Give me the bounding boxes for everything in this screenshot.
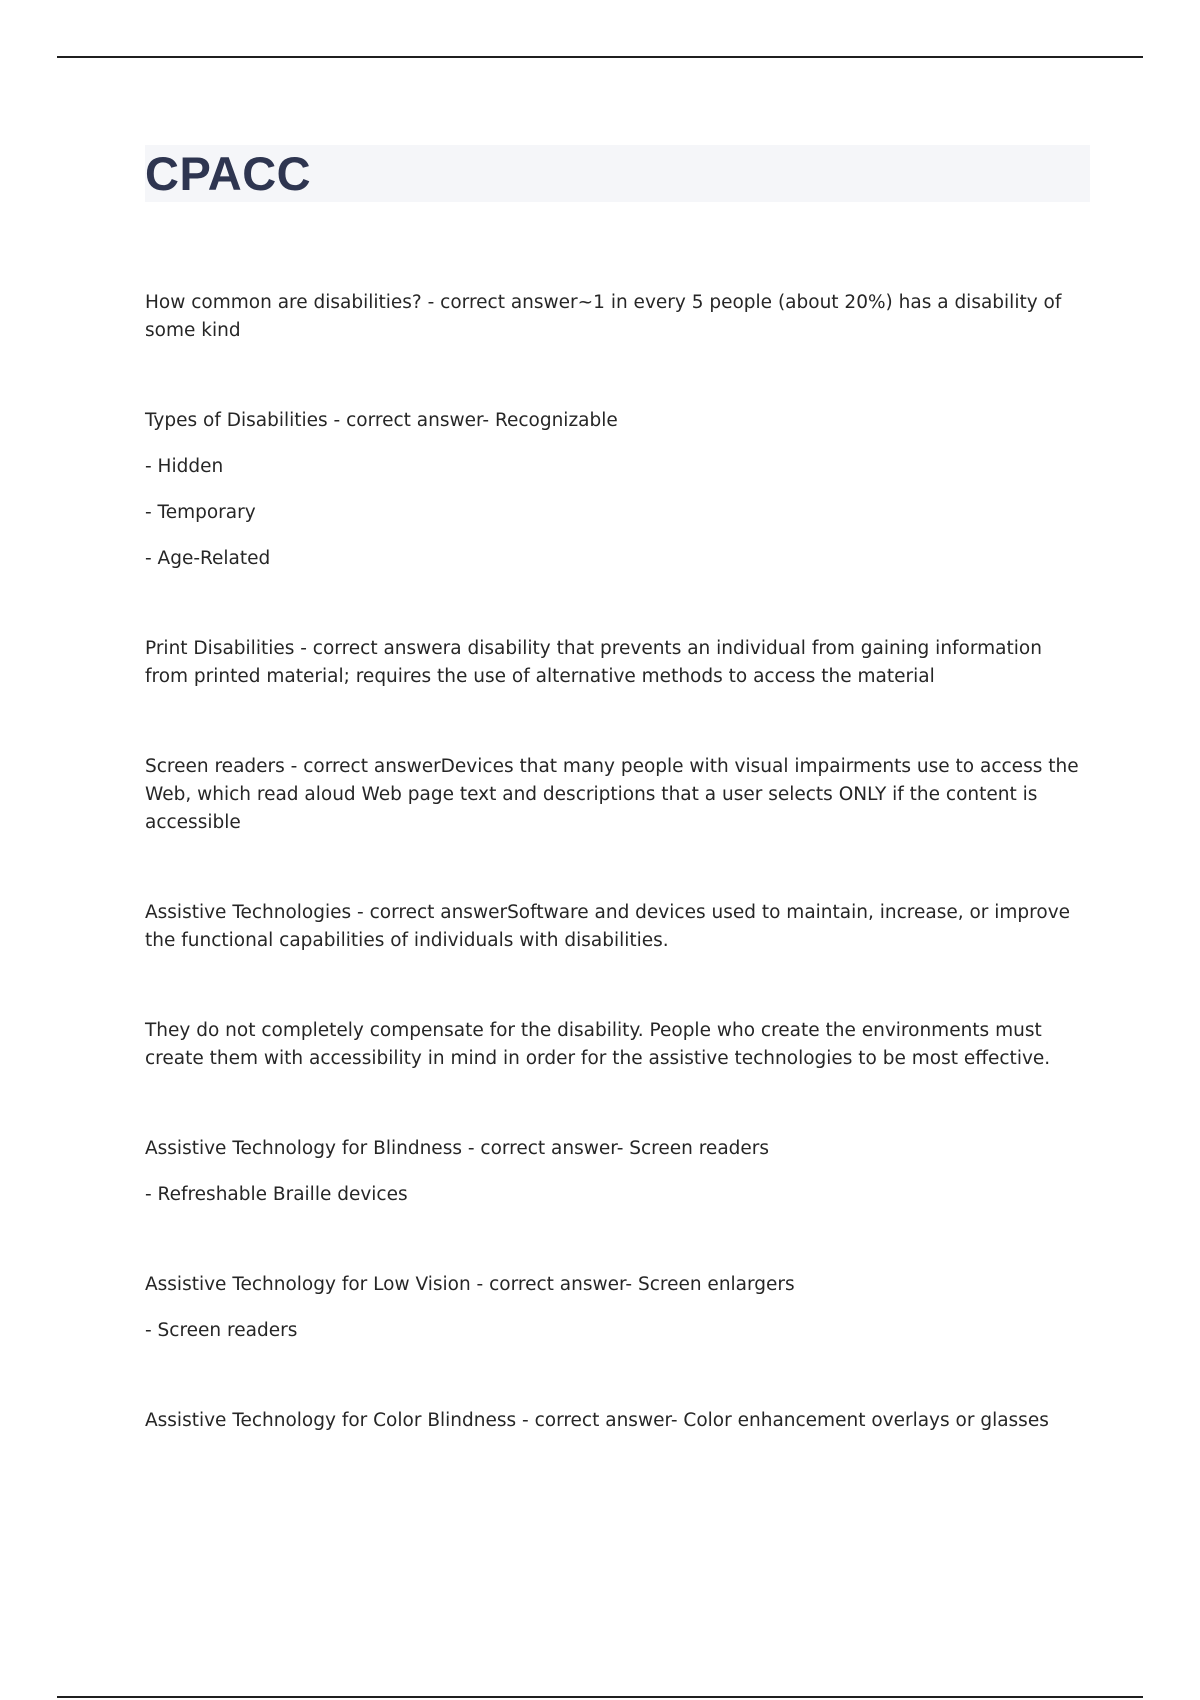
entry-types-of-disabilities (145, 407, 1090, 573)
entry-line: - Refreshable Braille devices (145, 1184, 408, 1205)
entry-at-color-blindness (145, 1407, 1090, 1435)
entry-line: - Age-Related (145, 548, 271, 569)
entry-text: They do not completely compensate for the disability. People who create the environments must create them with accessibility in mind in order for the assistive technologies to be most effective. (145, 1020, 1051, 1069)
entry-line: Types of Disabilities - correct answer- Recognizable (145, 410, 618, 431)
entry-line: Assistive Technology for Low Vision - correct answer- Screen enlargers (145, 1274, 795, 1295)
top-rule (57, 56, 1143, 58)
entry-disability-prevalence (145, 289, 1090, 345)
entry-line: - Hidden (145, 456, 224, 477)
entry-at-blindness (145, 1135, 1090, 1209)
document-body (145, 289, 1090, 1497)
document-title: CPACC (145, 147, 312, 200)
entry-text: Assistive Technology for Color Blindness - correct answer- Color enhancement overlays or glasses (145, 1410, 1049, 1431)
entry-line: - Screen readers (145, 1320, 298, 1341)
title-band (145, 145, 1090, 202)
entry-text: Screen readers - correct answerDevices that many people with visual impairments use to access the Web, which read aloud Web page text and descriptions that a user selects ONLY if the content is accessible (145, 756, 1079, 833)
bottom-rule (57, 1696, 1143, 1698)
entry-print-disabilities (145, 635, 1090, 691)
entry-assistive-technologies (145, 899, 1090, 955)
entry-text: Assistive Technologies - correct answerSoftware and devices used to maintain, increase, or improve the functional capabilities of individuals with disabilities. (145, 902, 1071, 951)
entry-screen-readers (145, 753, 1090, 837)
entry-line: Assistive Technology for Blindness - correct answer- Screen readers (145, 1138, 770, 1159)
entry-text: How common are disabilities? - correct answer~1 in every 5 people (about 20%) has a disability of some kind (145, 292, 1062, 341)
entry-assistive-note (145, 1017, 1090, 1073)
entry-at-low-vision (145, 1271, 1090, 1345)
entry-text: Print Disabilities - correct answera disability that prevents an individual from gaining information from printed material; requires the use of alternative methods to access the material (145, 638, 1042, 687)
entry-line: - Temporary (145, 502, 256, 523)
